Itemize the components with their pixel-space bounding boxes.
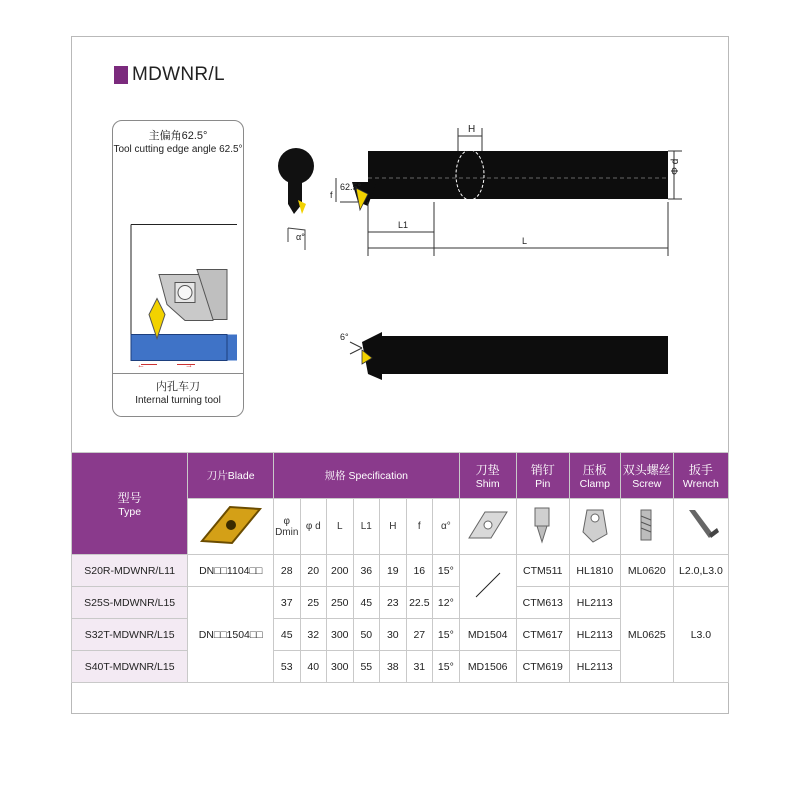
clamp-row-3: HL2113 [569,619,620,651]
alpha-row-1: 15° [433,555,460,587]
pin-image-cell [516,499,569,555]
screw-cn: 双头螺丝 [622,463,671,477]
blade-icon [194,501,268,549]
wrench-icon [681,504,721,546]
shim-header [459,453,516,499]
clamp-row-2: HL2113 [569,587,620,619]
angle-card-footer [113,373,243,406]
shim-row-4: MD1506 [459,651,516,683]
type-en: Type [118,506,142,518]
clamp-image-cell [569,499,620,555]
dmin-row-2: 37 [273,587,300,619]
product-title [114,64,225,86]
tool-technical-diagram [270,118,710,418]
L1-label: L1 [398,220,409,230]
H-row-3: 30 [380,619,407,651]
angle-card-header [113,121,243,165]
pin-header [516,453,569,499]
svg-text:←: ← [137,360,145,370]
f-row-4: 31 [406,651,433,683]
wrench-image-cell [673,499,728,555]
dmin-row-1: 28 [273,555,300,587]
f-row-2: 22.5 [406,587,433,619]
screw-rows-2-4: ML0625 [620,587,673,683]
col-d: φ d [300,499,327,555]
L1-row-1: 36 [353,555,380,587]
blade-row-1: DN□□1104□□ [188,555,274,587]
L1-row-3: 50 [353,619,380,651]
shim-rows-1-2 [459,555,516,619]
screw-row-1: ML0620 [620,555,673,587]
d-row-3: 32 [300,619,327,651]
blade-header-text: 刀片Blade [206,470,255,482]
blade-rows-2-4: DN□□1504□□ [188,587,274,683]
angle-value-label: 62.5° [340,182,362,192]
alpha-row-3: 15° [433,619,460,651]
L-row-3: 300 [327,619,354,651]
type-row-1: S20R-MDWNR/L11 [72,555,188,587]
H-row-4: 38 [380,651,407,683]
shim-empty-slash-icon [470,567,506,603]
pin-row-4: CTM619 [516,651,569,683]
pin-row-2: CTM613 [516,587,569,619]
specification-table [71,452,729,683]
dmin-row-4: 53 [273,651,300,683]
clamp-en: Clamp [579,478,610,490]
type-header [72,453,188,555]
tool-shank-side [376,336,668,374]
d-row-1: 20 [300,555,327,587]
wrench-en: Wrench [682,478,719,490]
angle-card [112,120,244,417]
col-dmin: φ Dmin [273,499,300,555]
title-text: MDWNR/L [132,64,225,85]
pin-row-1: CTM511 [516,555,569,587]
H-row-1: 19 [380,555,407,587]
pin-cn: 销钉 [530,463,555,477]
L-row-2: 250 [327,587,354,619]
screw-image-cell [620,499,673,555]
screw-en: Screw [632,478,662,490]
L-row-4: 300 [327,651,354,683]
spec-header [273,453,459,499]
shim-icon [465,506,511,544]
svg-text:→: → [185,360,193,370]
type-row-4: S40T-MDWNR/L15 [72,651,188,683]
shim-row-3: MD1504 [459,619,516,651]
shim-image-cell [459,499,516,555]
f-row-3: 27 [406,619,433,651]
col-H: H [380,499,407,555]
alpha-label: α° [296,232,305,242]
wrench-cn: 扳手 [688,463,713,477]
type-cn: 型号 [117,491,142,505]
blade-header [188,453,274,499]
col-f: f [406,499,433,555]
type-row-2: S25S-MDWNR/L15 [72,587,188,619]
clamp-row-4: HL2113 [569,651,620,683]
clamp-row-1: HL1810 [569,555,620,587]
angle-cn-label: 主偏角62.5° [148,130,208,142]
wrench-header [673,453,728,499]
L-row-1: 200 [327,555,354,587]
L1-row-2: 45 [353,587,380,619]
L1-row-4: 55 [353,651,380,683]
phi-d-label: Φ d [670,158,681,175]
pin-row-3: CTM617 [516,619,569,651]
pin-icon [525,504,561,546]
end-view-icon [278,148,314,250]
footer-cn-label: 内孔车刀 [156,381,200,393]
H-row-2: 23 [380,587,407,619]
side-angle-label: 6° [340,332,349,342]
alpha-row-4: 15° [433,651,460,683]
tool-shank-top [368,151,668,199]
col-alpha: α° [433,499,460,555]
blade-image-cell [188,499,274,555]
footer-en-label: Internal turning tool [135,395,221,406]
H-label: H [468,124,476,135]
clamp-header [569,453,620,499]
pin-en: Pin [535,478,551,490]
wrench-row-1: L2.0,L3.0 [673,555,728,587]
col-L1: L1 [353,499,380,555]
dmin-row-3: 45 [273,619,300,651]
d-row-4: 40 [300,651,327,683]
col-L: L [327,499,354,555]
alpha-row-2: 12° [433,587,460,619]
spec-header-text: 规格 Specification [324,470,409,482]
screw-icon [629,504,665,546]
shim-cn: 刀垫 [475,463,500,477]
d-row-2: 25 [300,587,327,619]
title-accent-square [114,66,128,84]
clamp-cn: 压板 [582,463,607,477]
L-label: L [522,236,528,246]
f-row-1: 16 [406,555,433,587]
angle-en-label: Tool cutting edge angle 62.5° [113,144,243,155]
f-label: f [330,190,333,200]
screw-header [620,453,673,499]
type-row-3: S32T-MDWNR/L15 [72,619,188,651]
wrench-rows-2-4: L3.0 [673,587,728,683]
clamp-icon [577,504,613,546]
shim-en: Shim [475,478,500,490]
